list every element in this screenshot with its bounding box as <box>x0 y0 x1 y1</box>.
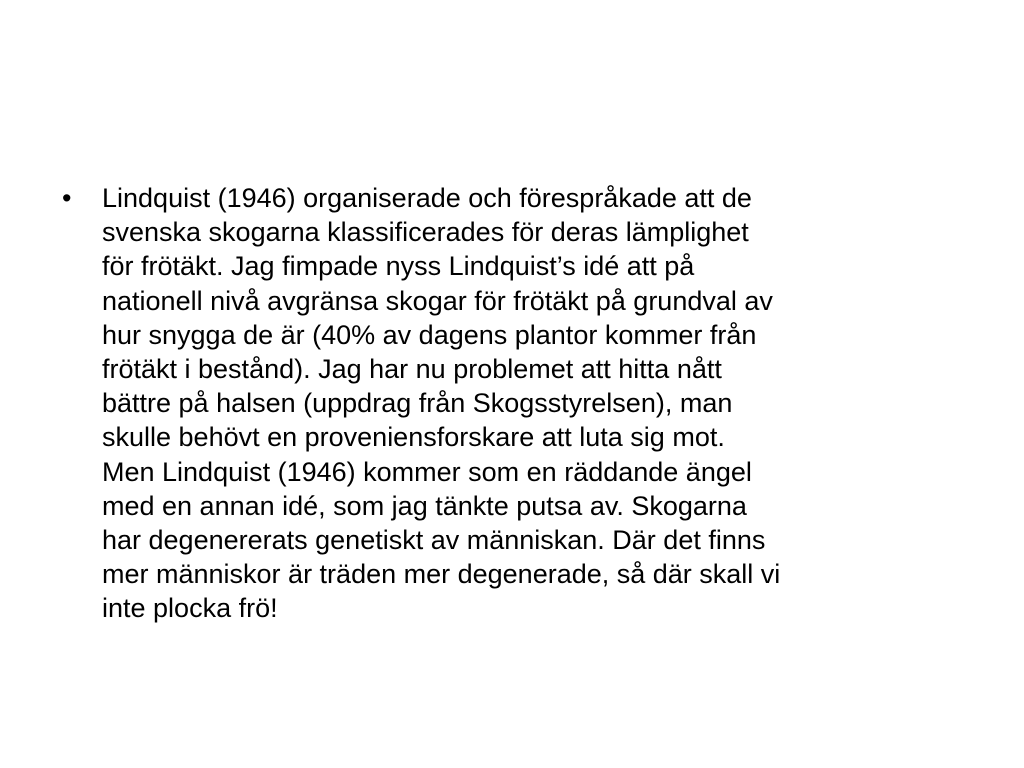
text-line: hur snygga de är (40% av dagens plantor kommer från <box>102 319 757 350</box>
text-line: med en annan idé, som jag tänkte putsa av. Skogarna <box>102 490 747 521</box>
bullet-list <box>62 181 967 626</box>
text-line: mer människor är träden mer degenerade, så där skall vi <box>102 559 781 590</box>
text-line: Men Lindquist (1946) kommer som en räddande ängel <box>102 456 752 487</box>
text-line: frötäkt i bestånd). Jag har nu problemet att hitta nått <box>102 354 722 385</box>
text-line: för frötäkt. Jag fimpade nyss Lindquist’s idé att på <box>102 251 695 282</box>
text-line: nationell nivå avgränsa skogar för frötäkt på grundval av <box>102 285 773 316</box>
text-line: bättre på halsen (uppdrag från Skogsstyrelsen), man <box>102 388 733 419</box>
bullet-marker: • <box>62 183 72 213</box>
text-line: skulle behövt en proveniensforskare att luta sig mot. <box>102 422 725 453</box>
text-line: Lindquist (1946) organiserade och förespråkade att de <box>102 183 752 213</box>
text-line: svenska skogarna klassificerades för deras lämplighet <box>102 217 749 248</box>
text-line: har degenererats genetiskt av människan. Där det finns <box>102 525 766 556</box>
bullet-item <box>62 181 967 626</box>
bullet-text <box>102 181 967 626</box>
text-line: inte plocka frö! <box>102 593 278 624</box>
